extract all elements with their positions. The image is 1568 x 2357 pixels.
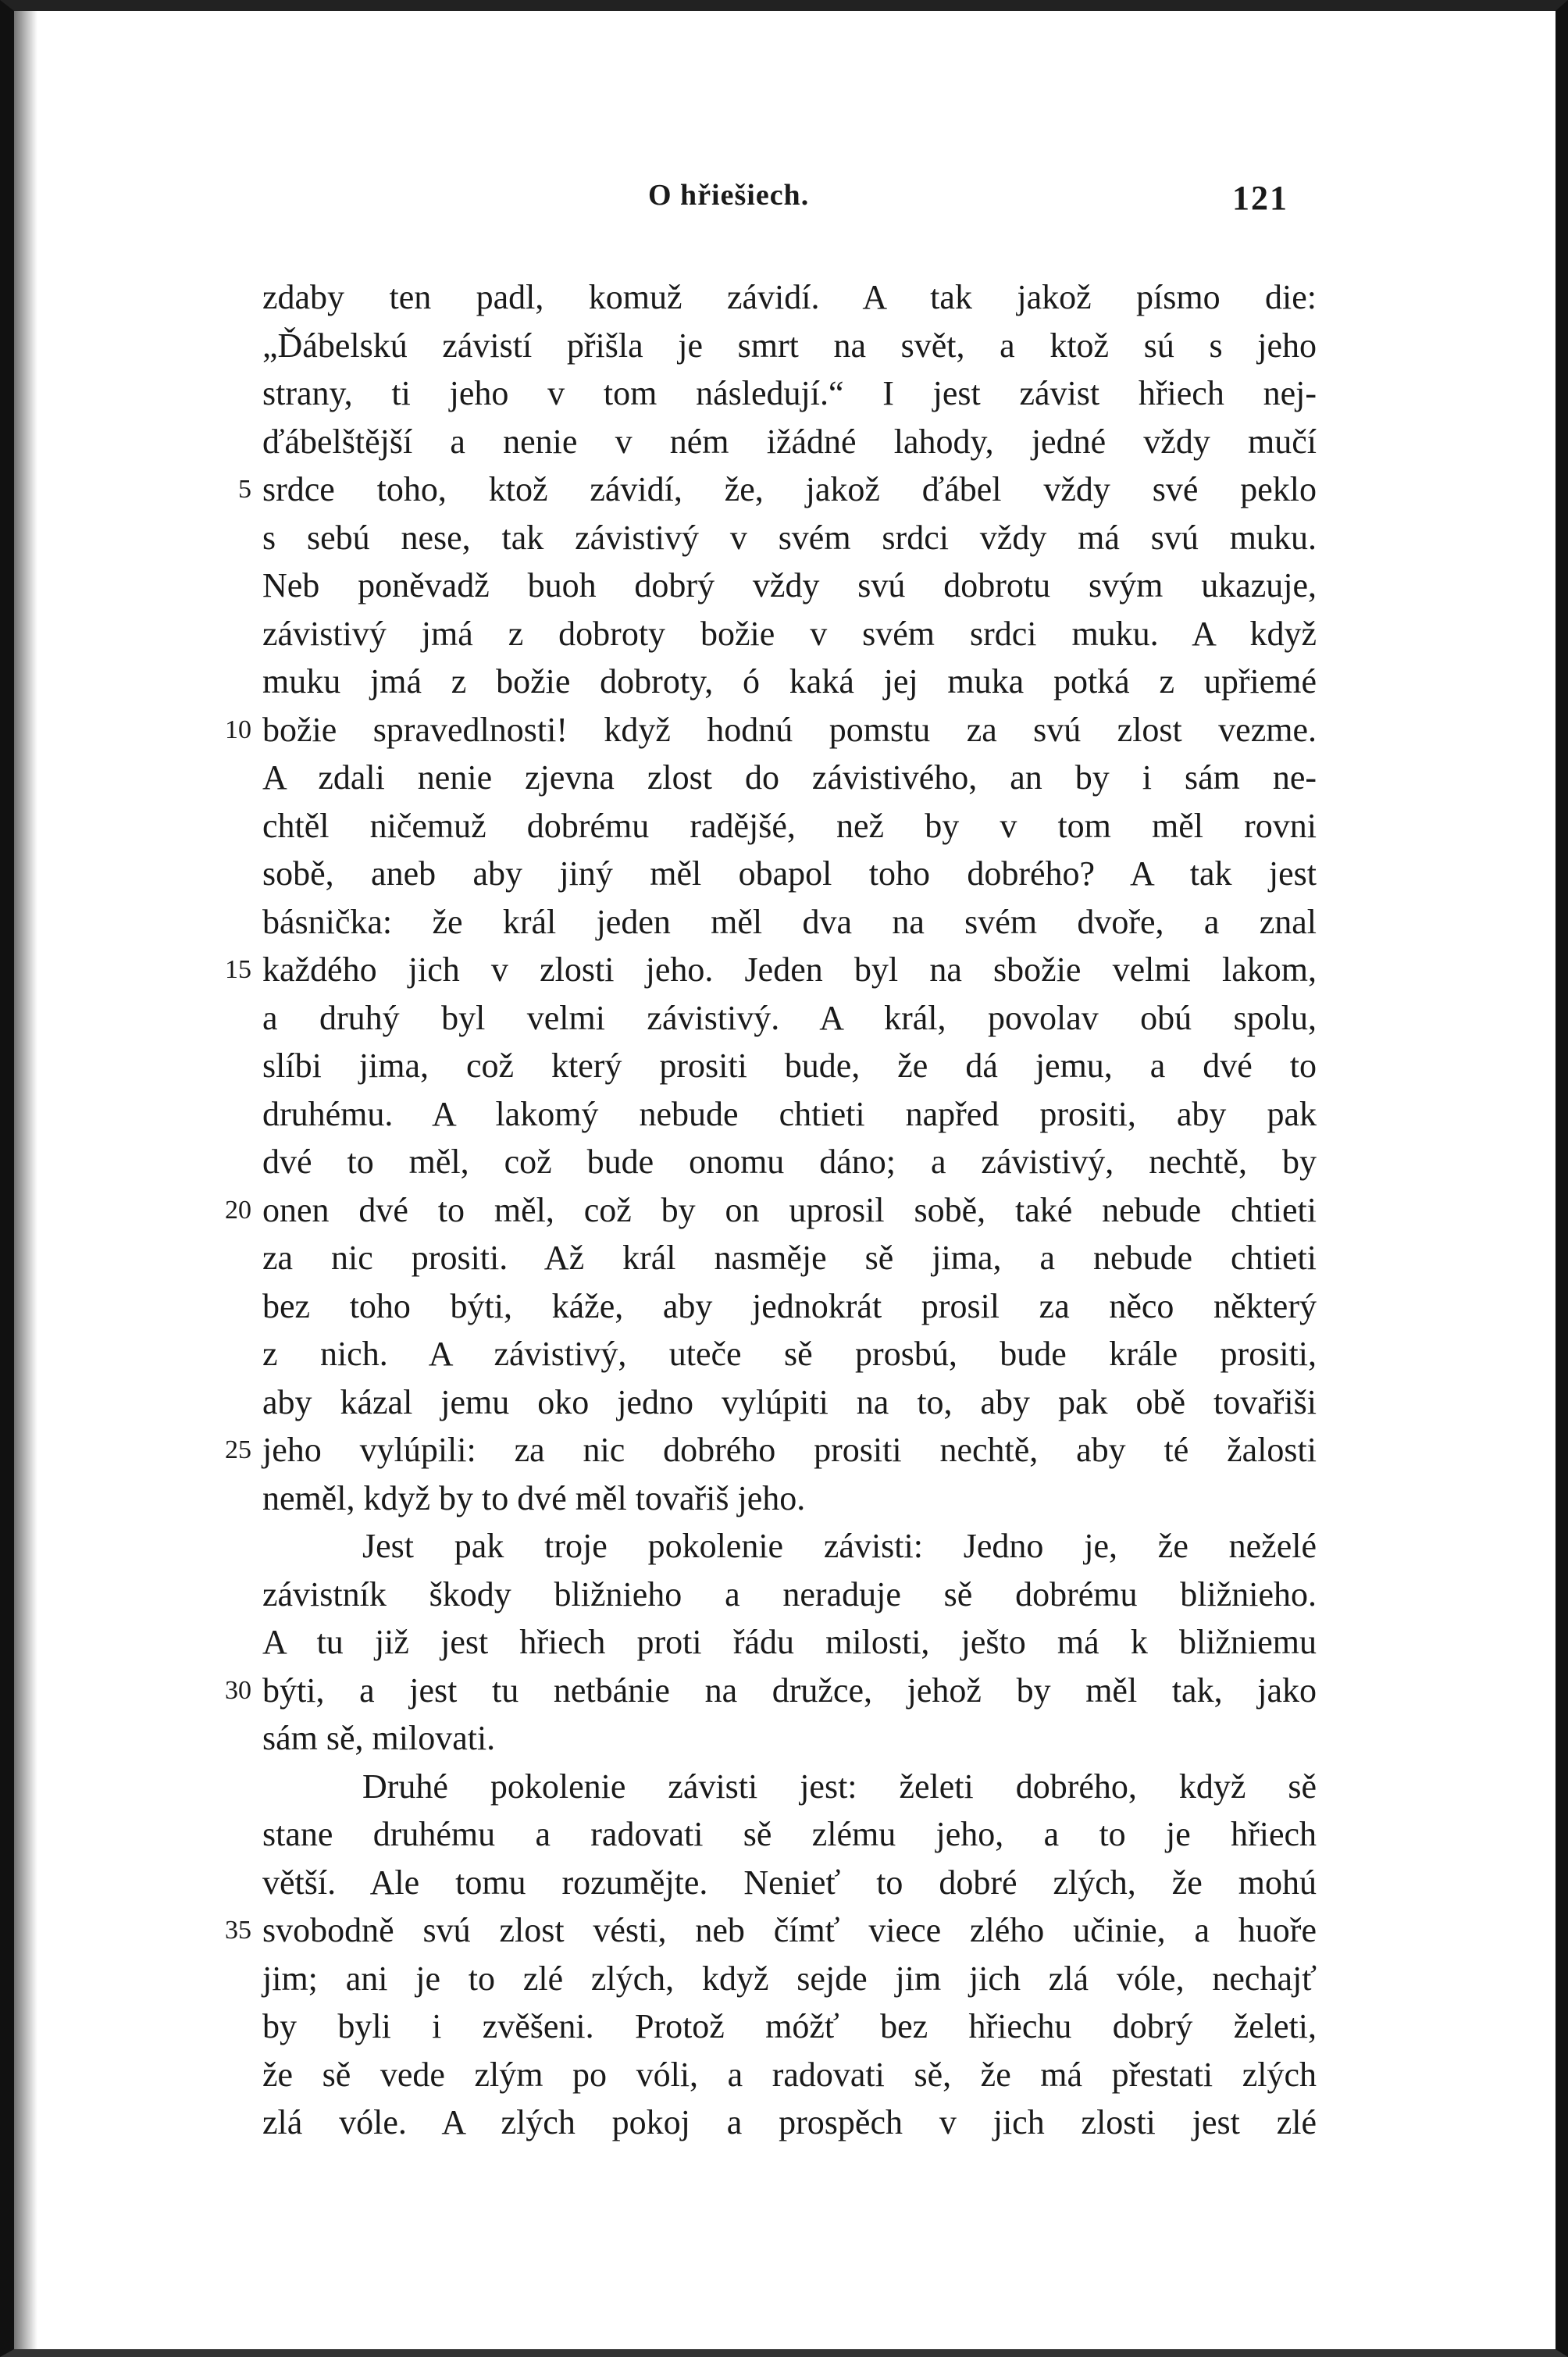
line-text: svobodně svú zlost vésti, neb čímť viece zlého učinie, a huoře (262, 1911, 1317, 1949)
line-text: božie spravedlnosti! když hodnú pomstu za svú zlost vezme. (262, 710, 1317, 749)
text-line (262, 322, 1317, 370)
text-line (262, 1378, 1317, 1427)
text-line (262, 1810, 1317, 1859)
line-text: Druhé pokolenie závisti jest: želeti dobrého, když sě (362, 1767, 1317, 1806)
line-text: a druhý byl velmi závistivý. A král, povolav obú spolu, (262, 998, 1317, 1037)
text-line (262, 1330, 1317, 1378)
text-line (262, 1763, 1317, 1811)
line-text: větší. Ale tomu rozumějte. Nenieť to dobré zlých, že mohú (262, 1863, 1317, 1902)
line-number: 25 (225, 1435, 251, 1464)
line-text: zdaby ten padl, komuž závidí. A tak jakož písmo die: (262, 278, 1317, 316)
line-text: druhému. A lakomý nebude chtieti napřed prositi, aby pak (262, 1094, 1317, 1133)
text-line (225, 706, 1317, 754)
text-line (262, 754, 1317, 802)
binding-shadow (14, 11, 37, 2349)
line-text: dvé to měl, což bude onomu dáno; a závistivý, nechtě, by (262, 1143, 1317, 1181)
text-line (262, 1234, 1317, 1282)
line-text: slíbi jima, což který prositi bude, že dá jemu, a dvé to (262, 1047, 1317, 1085)
line-text: s sebú nese, tak závistivý v svém srdci vždy má svú muku. (262, 518, 1317, 557)
text-line (262, 1138, 1317, 1186)
text-line (262, 1522, 1317, 1571)
line-text: jim; ani je to zlé zlých, když sejde jim jich zlá vóle, nechajť (262, 1959, 1317, 1998)
line-text: za nic prositi. Až král nasměje sě jima, a nebude chtieti (262, 1239, 1317, 1277)
running-title: O hřiešiech. (648, 179, 810, 212)
line-text: zlá vóle. A zlých pokoj a prospěch v jich zlosti jest zlé (262, 2103, 1317, 2141)
line-text: bez toho býti, káže, aby jednokrát prosil za něco některý (262, 1286, 1317, 1325)
text-line (262, 2002, 1317, 2051)
line-text: Jest pak troje pokolenie závisti: Jedno je, že neželé (362, 1527, 1317, 1565)
text-line (262, 1618, 1317, 1667)
text-line (238, 465, 1317, 514)
line-text: ďábelštější a nenie v ném ižádné lahody, jedné vždy mučí (262, 422, 1317, 461)
text-line (225, 946, 1317, 994)
text-line (262, 658, 1317, 706)
text-line (262, 1474, 1317, 1523)
text-line (262, 898, 1317, 947)
text-line (262, 418, 1317, 466)
line-text: chtěl ničemuž dobrému radějšé, než by v tom měl rovni (262, 806, 1317, 845)
text-line (262, 2051, 1317, 2099)
text-line (225, 1906, 1317, 1955)
text-line (262, 1282, 1317, 1331)
line-text: Neb poněvadž buoh dobrý vždy svú dobrotu svým ukazuje, (262, 566, 1317, 604)
line-number: 30 (225, 1675, 251, 1705)
line-number: 10 (225, 715, 251, 744)
page-number: 121 (1232, 179, 1288, 217)
line-text: že sě vede zlým po vóli, a radovati sě, že má přestati zlých (262, 2055, 1317, 2094)
line-text: „Ďábelskú závistí přišla je smrt na svět, a ktož sú s jeho (262, 326, 1317, 365)
line-text: sám sě, milovati. (262, 1719, 496, 1757)
body-text (225, 273, 1317, 2147)
line-text: býti, a jest tu netbánie na družce, jehož by měl tak, jako (262, 1671, 1317, 1710)
running-head (0, 178, 1568, 225)
text-line (262, 1714, 1317, 1763)
line-text: stane druhému a radovati sě zlému jeho, a to je hřiech (262, 1815, 1317, 1853)
line-number: 5 (238, 475, 251, 504)
line-text: srdce toho, ktož závidí, že, jakož ďábel vždy své peklo (262, 470, 1317, 508)
line-text: onen dvé to měl, což by on uprosil sobě, také nebude chtieti (262, 1190, 1317, 1229)
text-line (262, 1571, 1317, 1619)
line-text: básnička: že král jeden měl dva na svém dvoře, a znal (262, 902, 1317, 941)
line-text: jeho vylúpili: za nic dobrého prositi nechtě, aby té žalosti (262, 1431, 1317, 1469)
line-number: 35 (225, 1916, 251, 1945)
line-number: 20 (225, 1195, 251, 1225)
text-line (262, 1042, 1317, 1090)
text-line (225, 1426, 1317, 1474)
text-line (262, 562, 1317, 610)
text-line (262, 850, 1317, 898)
text-line (225, 1667, 1317, 1715)
text-line (225, 1186, 1317, 1235)
text-line (262, 1955, 1317, 2003)
line-number: 15 (225, 955, 251, 984)
text-line (262, 610, 1317, 658)
text-line (262, 1090, 1317, 1139)
text-line (262, 1859, 1317, 1907)
text-line (262, 2098, 1317, 2147)
line-text: aby kázal jemu oko jedno vylúpiti na to, aby pak obě tovařiši (262, 1382, 1317, 1421)
line-text: sobě, aneb aby jiný měl obapol toho dobrého? A tak jest (262, 854, 1317, 893)
line-text: by byli i zvěšeni. Protož móžť bez hřiechu dobrý želeti, (262, 2007, 1317, 2045)
line-text: každého jich v zlosti jeho. Jeden byl na sbožie velmi lakom, (262, 950, 1317, 989)
line-text: z nich. A závistivý, uteče sě prosbú, bude krále prositi, (262, 1335, 1317, 1373)
text-line (262, 994, 1317, 1043)
line-text: závistivý jmá z dobroty božie v svém srdci muku. A když (262, 614, 1317, 653)
text-line (262, 802, 1317, 850)
line-text: strany, ti jeho v tom následují.“ I jest závist hřiech nej- (262, 374, 1317, 412)
text-line (262, 369, 1317, 418)
text-line (262, 273, 1317, 322)
line-text: muku jmá z božie dobroty, ó kaká jej muka potká z upřiemé (262, 662, 1317, 701)
line-text: neměl, když by to dvé měl tovařiš jeho. (262, 1478, 806, 1517)
line-text: A zdali nenie zjevna zlost do závistivého, an by i sám ne- (262, 758, 1317, 797)
line-text: A tu již jest hřiech proti řádu milosti, ješto má k bližniemu (262, 1623, 1317, 1661)
line-text: závistník škody bližnieho a neraduje sě dobrému bližnieho. (262, 1574, 1317, 1614)
text-line (262, 514, 1317, 562)
